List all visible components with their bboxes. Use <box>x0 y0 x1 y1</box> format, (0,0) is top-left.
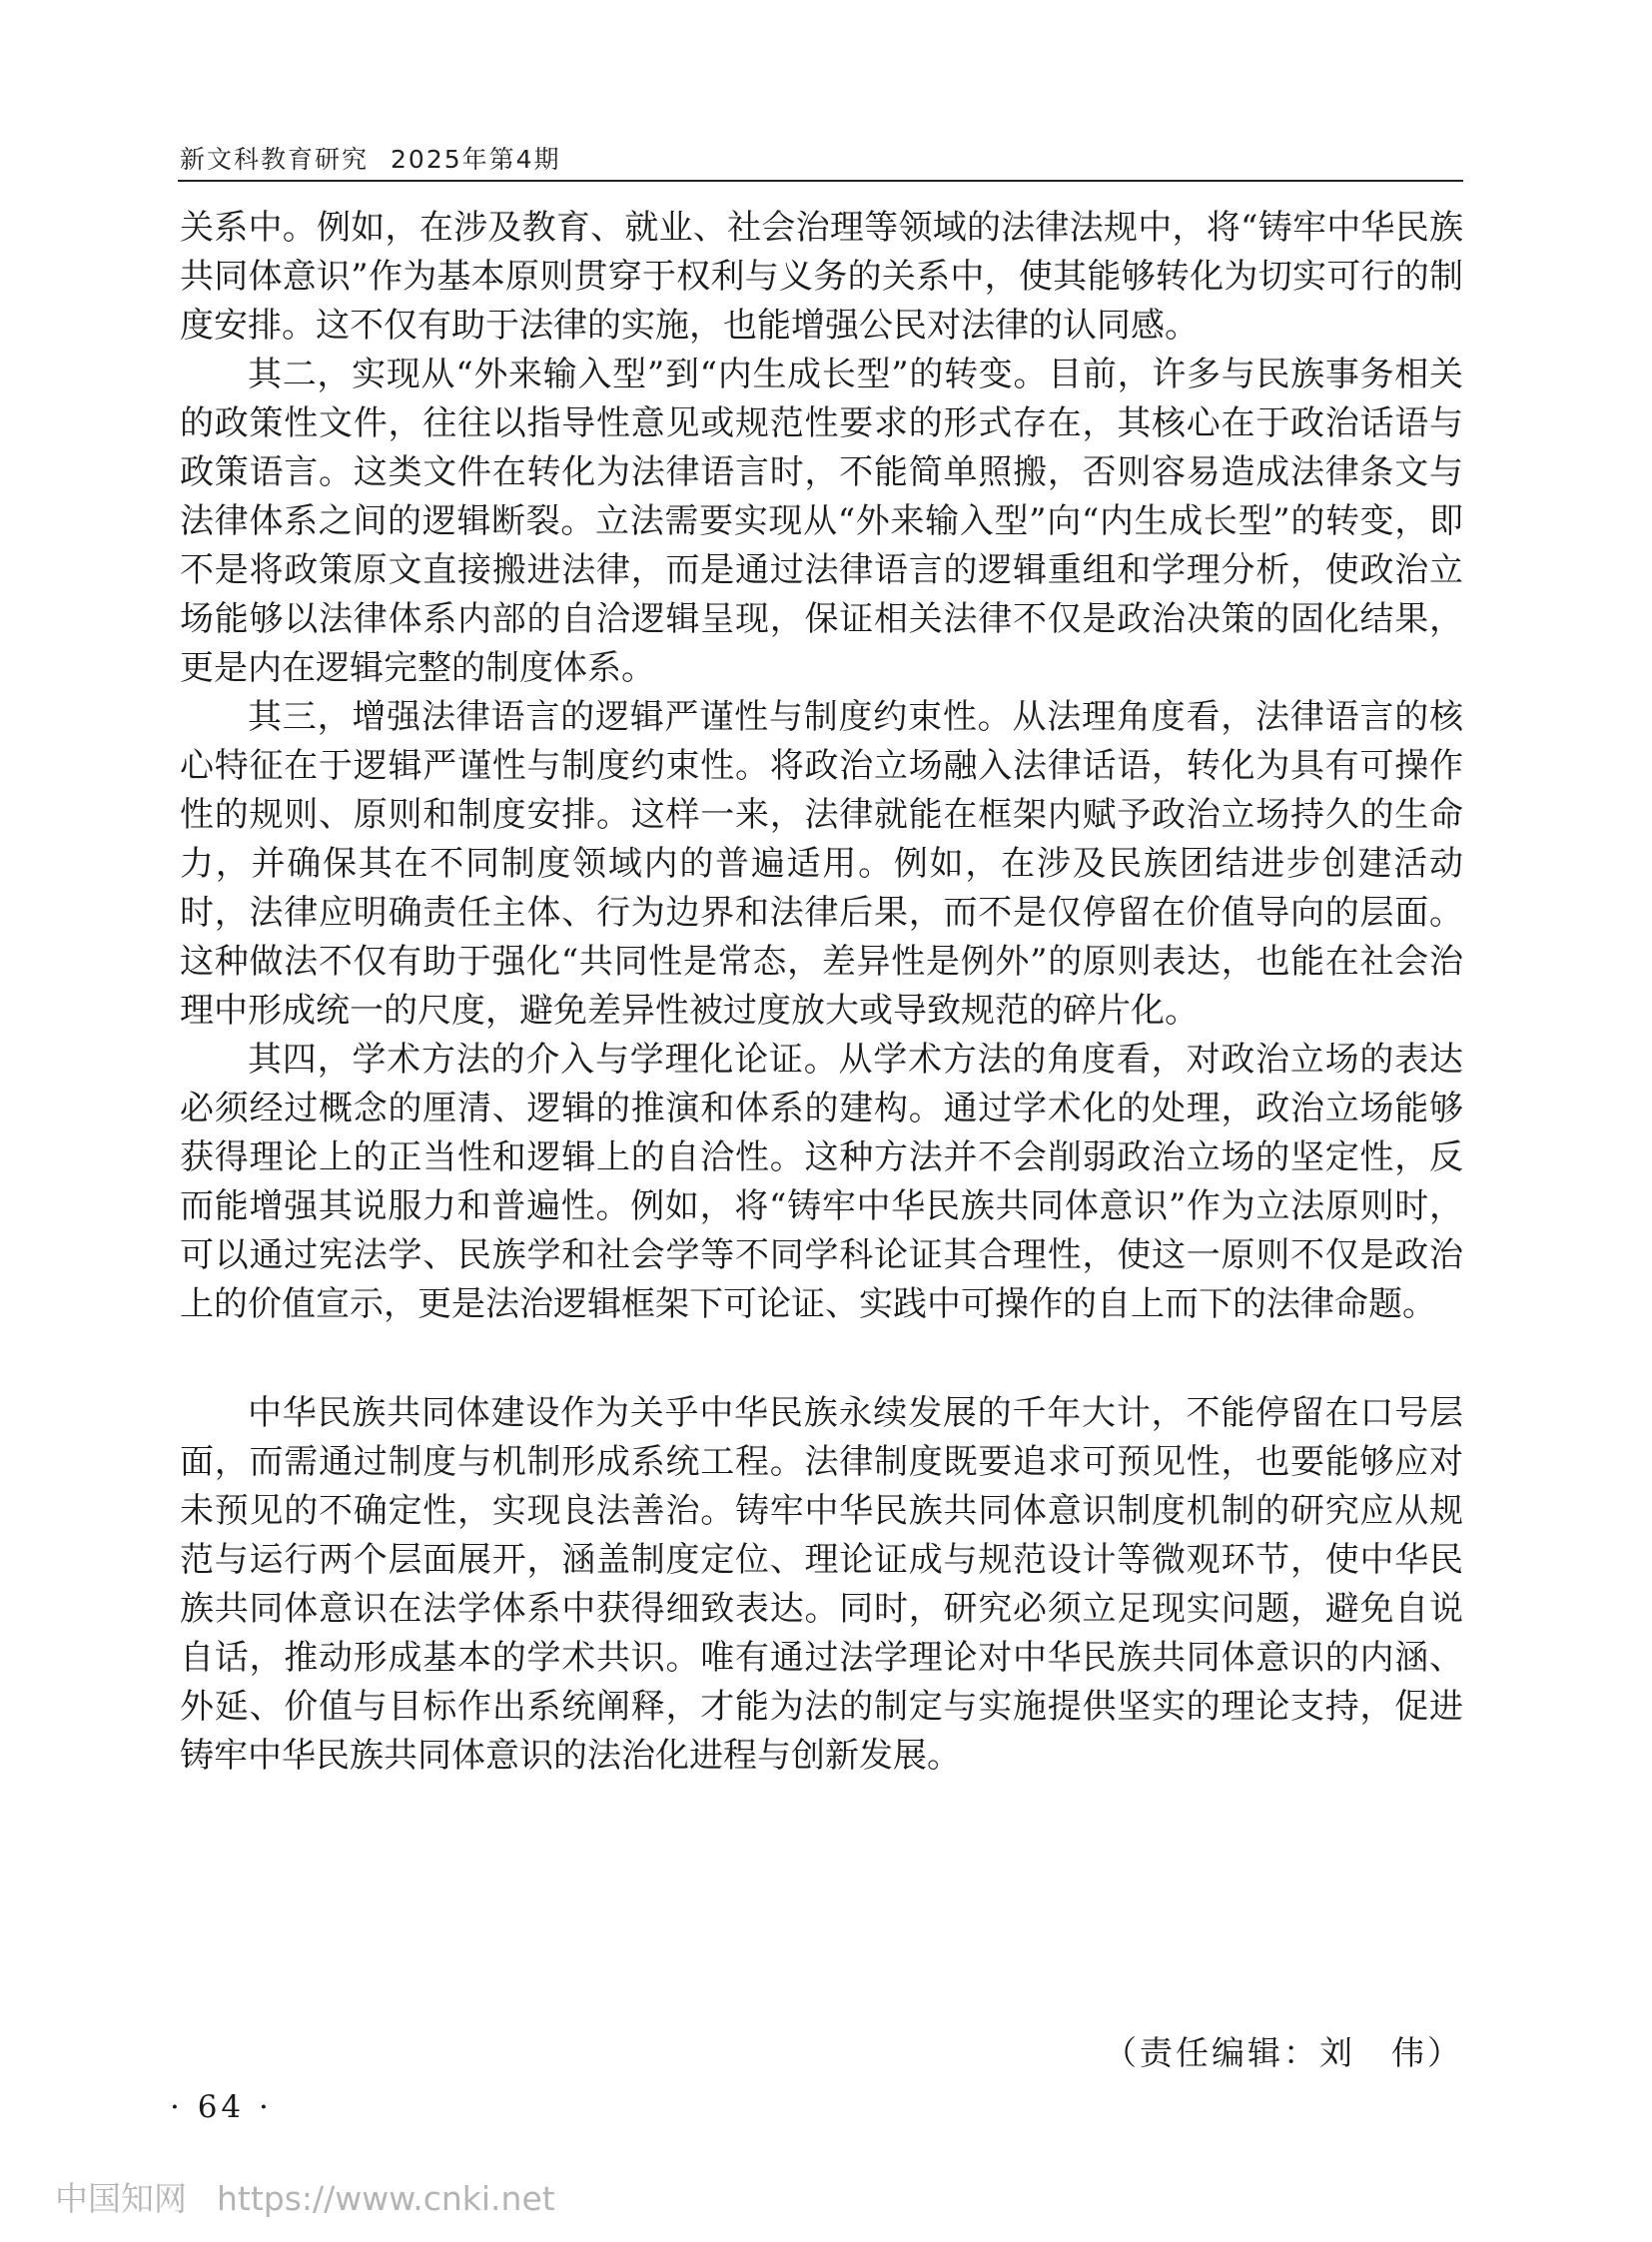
paragraph-point-three: 其三，增强法律语言的逻辑严谨性与制度约束性。从法理角度看，法律语言的核心特征在于逻辑严谨性与制度约束性。将政治立场融入法律话语，转化为具有可操作性的规则、原则和制度安排。这样一来，法律就能在框架内赋予政治立场持久的生命力，并确保其在不同制度领域内的普遍适用。例如，在涉及民族团结进步创建活动时，法律应明确责任主体、行为边界和法律后果，而不是仅停留在价值导向的层面。这种做法不仅有助于强化“共同性是常态，差异性是例外”的原则表达，也能在社会治理中形成统一的尺度，避免差异性被过度放大或导致规范的碎片化。 <box>180 697 1463 1031</box>
header-rule <box>178 180 1463 182</box>
running-header <box>180 140 561 176</box>
page-number: · 64 · <box>170 2089 273 2125</box>
cnki-watermark <box>55 2173 555 2220</box>
paragraph-continued: 关系中。例如，在涉及教育、就业、社会治理等领域的法律法规中，将“铸牢中华民族共同体意识”作为基本原则贯穿于权利与义务的关系中，使其能够转化为切实可行的制度安排。这不仅有助于法律的实施，也能增强公民对法律的认同感。 <box>180 208 1463 346</box>
watermark-url: https://www.cnki.net <box>217 2179 555 2218</box>
issue-label: 2025年第4期 <box>391 145 561 174</box>
paragraph-point-two: 其二，实现从“外来输入型”到“内生成长型”的转变。目前，许多与民族事务相关的政策性文件，往往以指导性意见或规范性要求的形式存在，其核心在于政治话语与政策语言。这类文件在转化为法律语言时，不能简单照搬，否则容易造成法律条文与法律体系之间的逻辑断裂。立法需要实现从“外来输入型”向“内生成长型”的转变，即不是将政策原文直接搬进法律，而是通过法律语言的逻辑重组和学理分析，使政治立场能够以法律体系内部的自洽逻辑呈现，保证相关法律不仅是政治决策的固化结果，更是内在逻辑完整的制度体系。 <box>180 355 1463 688</box>
paragraph-point-four: 其四，学术方法的介入与学理化论证。从学术方法的角度看，对政治立场的表达必须经过概念的厘清、逻辑的推演和体系的建构。通过学术化的处理，政治立场能够获得理论上的正当性和逻辑上的自洽性。这种方法并不会削弱政治立场的坚定性，反而能增强其说服力和普遍性。例如，将“铸牢中华民族共同体意识”作为立法原则时，可以通过宪法学、民族学和社会学等不同学科论证其合理性，使这一原则不仅是政治上的价值宣示，更是法治逻辑框架下可论证、实践中可操作的自上而下的法律命题。 <box>180 1040 1463 1324</box>
journal-name: 新文科教育研究 <box>180 145 370 174</box>
article-body <box>180 204 1463 1781</box>
responsible-editor-note: （责任编辑：刘 伟） <box>1104 2033 1463 2072</box>
watermark-brand: 中国知网 <box>55 2179 187 2218</box>
paragraph-conclusion: 中华民族共同体建设作为关乎中华民族永续发展的千年大计，不能停留在口号层面，而需通过制度与机制形成系统工程。法律制度既要追求可预见性，也要能够应对未预见的不确定性，实现良法善治。铸牢中华民族共同体意识制度机制的研究应从规范与运行两个层面展开，涵盖制度定位、理论证成与规范设计等微观环节，使中华民族共同体意识在法学体系中获得细致表达。同时，研究必须立足现实问题，避免自说自话，推动形成基本的学术共识。唯有通过法学理论对中华民族共同体意识的内涵、外延、价值与目标作出系统阐释，才能为法的制定与实施提供坚实的理论支持，促进铸牢中华民族共同体意识的法治化进程与创新发展。 <box>180 1393 1463 1776</box>
